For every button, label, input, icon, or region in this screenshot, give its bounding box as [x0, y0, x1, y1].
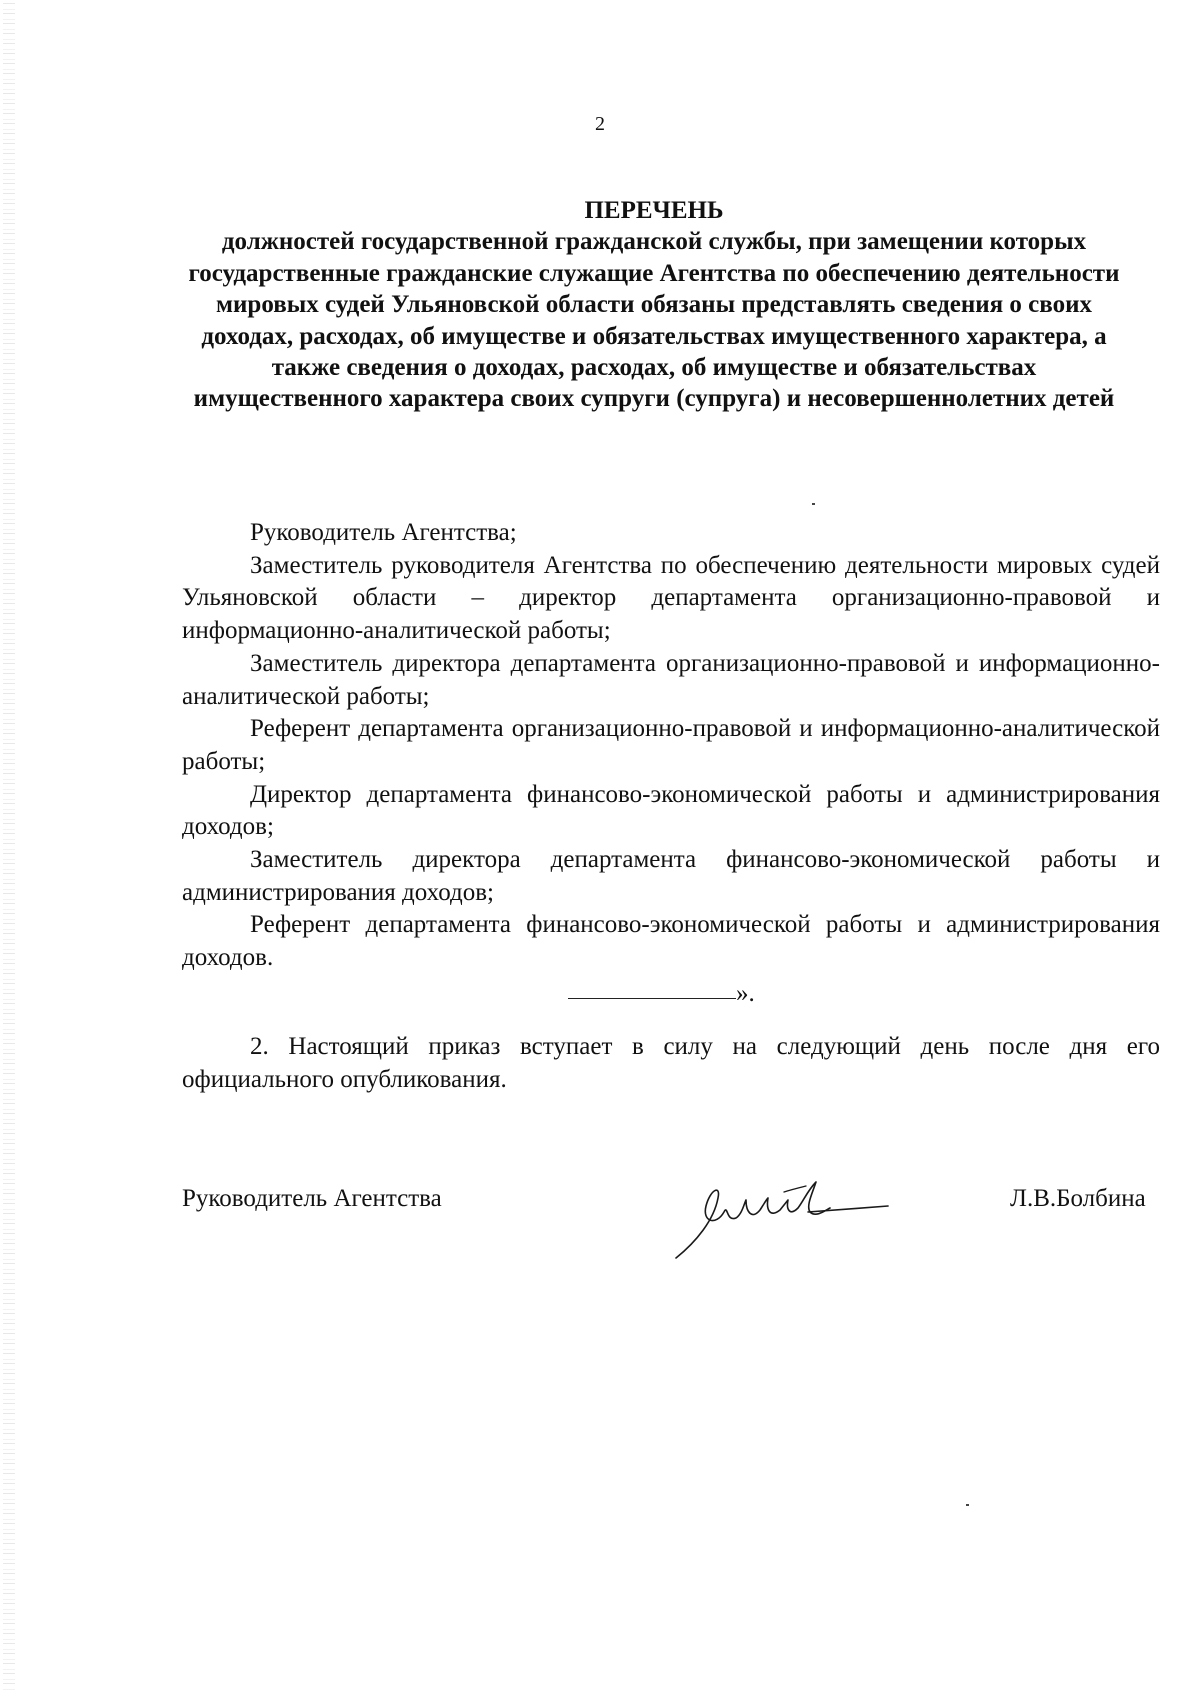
document-heading: [178, 195, 1130, 415]
heading-title: ПЕРЕЧЕНЬ: [584, 197, 724, 224]
scan-edge-artifact: [3, 0, 15, 1692]
position-item: Референт департамента финансово-экономической работы и администрирования доходов.: [182, 911, 1160, 972]
handwritten-signature: [666, 1170, 896, 1265]
closing-underline: [568, 998, 736, 999]
clause-2: 2. Настоящий приказ вступает в силу на следующий день после дня его официального опубликования.: [182, 1033, 1160, 1093]
position-item: Руководитель Агентства;: [250, 519, 517, 546]
position-item: Заместитель директора департамента финансово-экономической работы и администрирования доходов;: [182, 846, 1160, 906]
position-item: Заместитель руководителя Агентства по обеспечению деятельности мировых судей Ульяновской области – директор департамента организационно-правовой и информационно-аналитической работы;: [182, 551, 1160, 645]
signatory-name: Л.В.Болбина: [1010, 1185, 1146, 1212]
positions-list: [182, 517, 1160, 975]
position-item: Директор департамента финансово-экономической работы и администрирования доходов;: [182, 780, 1160, 841]
scan-speck: [812, 503, 815, 505]
signatory-role: Руководитель Агентства: [182, 1185, 442, 1212]
closing-line: [568, 979, 755, 1009]
scan-speck: [966, 1504, 969, 1506]
heading-subtitle: должностей государственной гражданской службы, при замещении которых государственные гражданские служащие Агентства по обеспечению деятельности мировых судей Ульяновской области обязаны представлять сведения о своих доходах, расходах, об имуществе и обязательствах имущественного характера, а также сведения о доходах, расходах, об имуществе и обязательствах имущественного характера своих супруги (супруга) и несовершеннолетних детей: [188, 228, 1120, 413]
closing-quote: ».: [736, 980, 755, 1007]
position-item: Референт департамента организационно-правовой и информационно-аналитической работы;: [182, 715, 1160, 775]
page-number: 2: [595, 113, 605, 135]
position-item: Заместитель директора департамента организационно-правовой и информационно-аналитической работы;: [182, 649, 1160, 710]
